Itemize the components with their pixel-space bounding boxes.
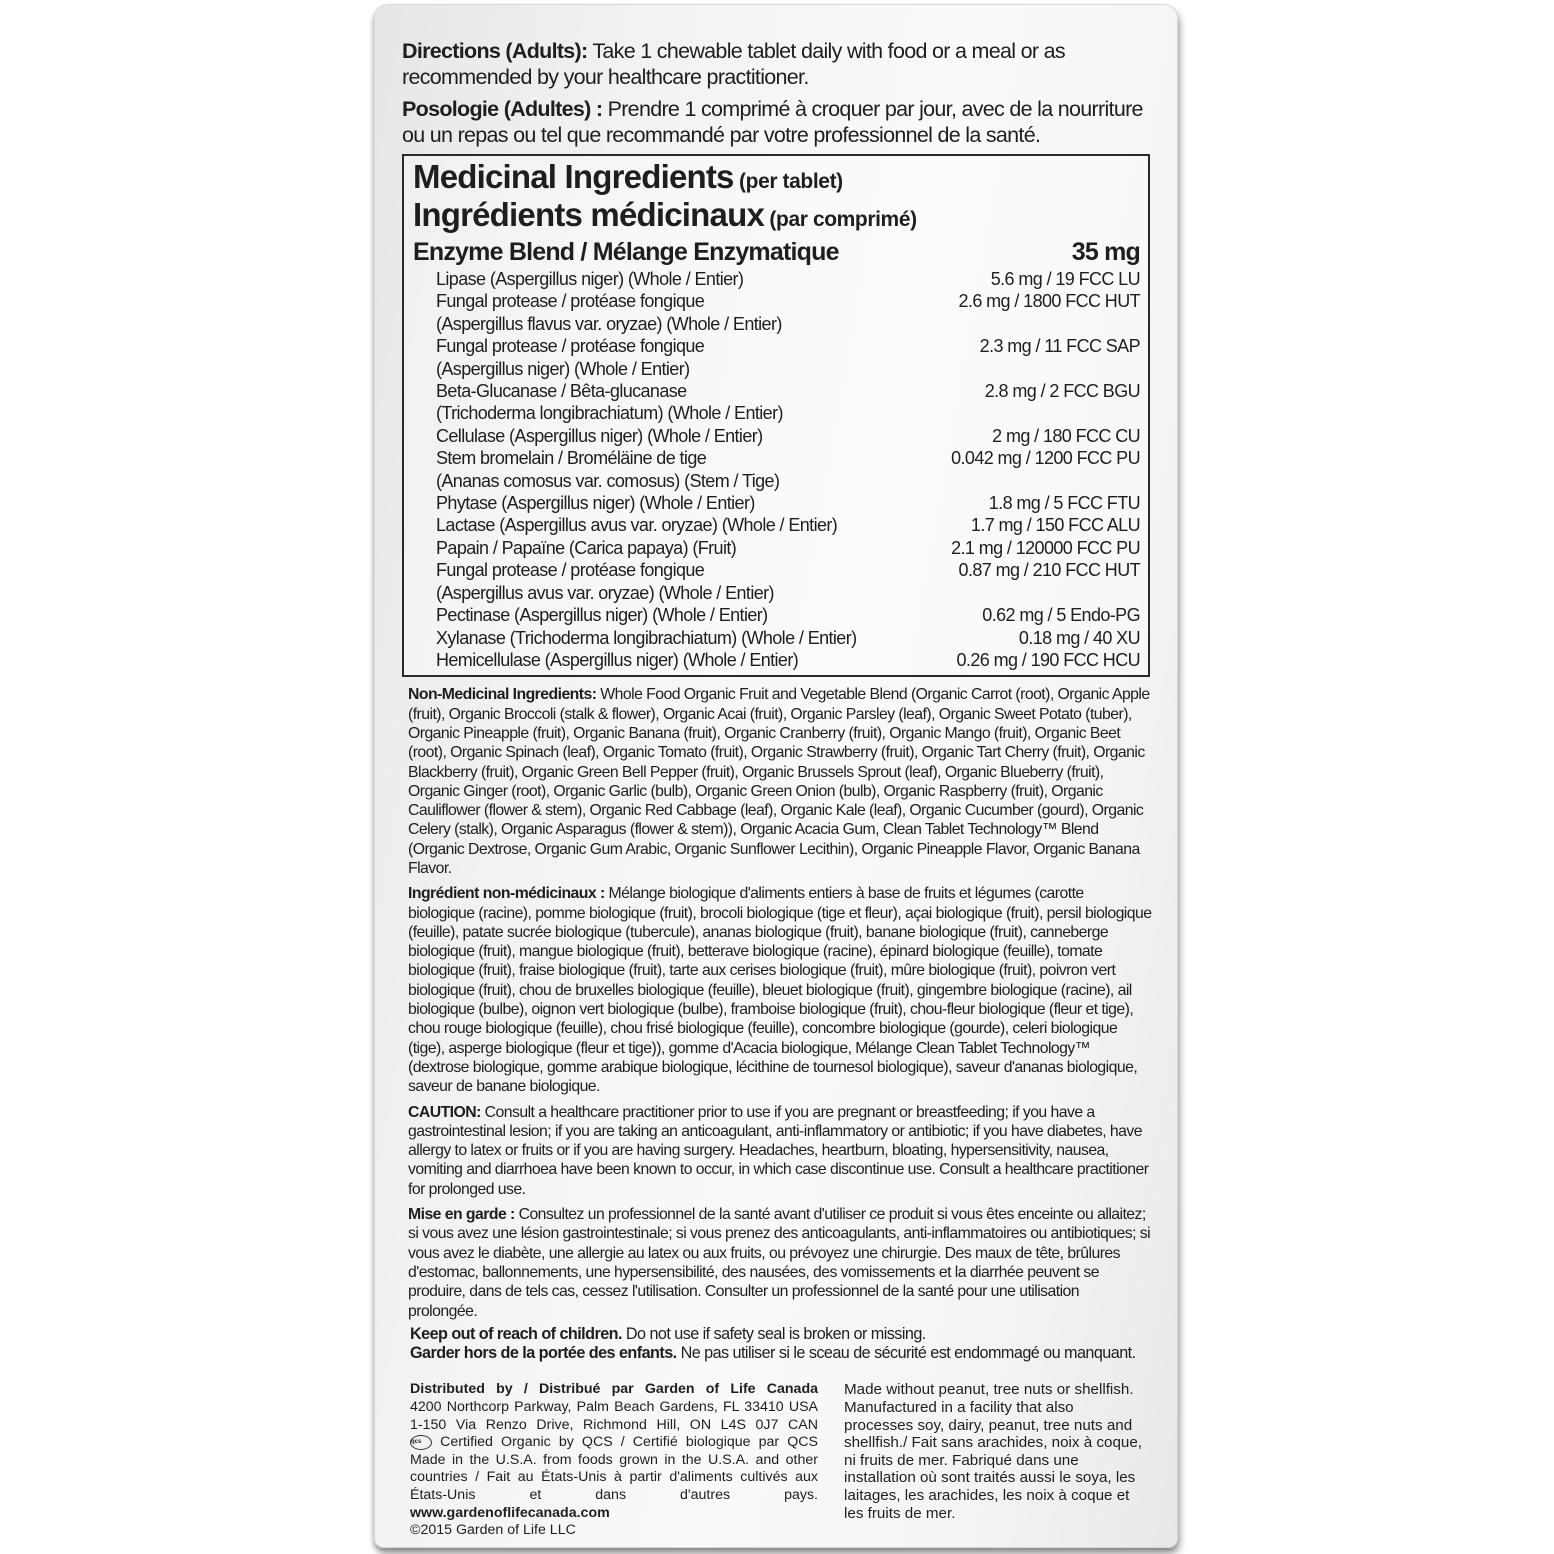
ingredient-row xyxy=(413,380,1140,402)
ingredient-amount: 2.6 mg / 1800 FCC HUT xyxy=(958,291,1140,312)
ingredient-name: Xylanase (Trichoderma longibrachiatum) (Whole / Entier) xyxy=(436,627,857,648)
ingredient-row xyxy=(413,290,1140,312)
caution-en xyxy=(402,1103,1152,1199)
ingredient-source: (Trichoderma longibrachiatum) (Whole / Entier) xyxy=(436,403,783,424)
keep-out-en xyxy=(402,1325,1152,1344)
ingredient-name: Beta-Glucanase / Bêta-glucanase xyxy=(436,381,687,402)
certified-organic: Certified Organic by QCS / Certifié biologique par QCS xyxy=(440,1434,818,1451)
enzyme-blend-row xyxy=(413,236,1140,268)
ingredient-name: Lactase (Aspergillus avus var. oryzae) (Whole / Entier) xyxy=(436,515,838,536)
address-ca: 1-150 Via Renzo Drive, Richmond Hill, ON L4S 0J7 CAN xyxy=(410,1416,818,1433)
ingredient-row xyxy=(413,268,1140,290)
non-medicinal-fr-label: Ingrédient non-médicinaux : xyxy=(408,885,605,903)
ingredient-amount: 0.62 mg / 5 Endo-PG xyxy=(982,605,1140,626)
directions-fr-text: Prendre 1 comprimé à croquer par jour, avec de la nourriture ou un repas ou tel que recommandé par votre professionnel de la santé. xyxy=(402,97,1143,147)
ingredient-row xyxy=(413,604,1140,626)
ingredient-amount: 2.1 mg / 120000 FCC PU xyxy=(951,537,1140,558)
ingredient-name: Fungal protease / protéase fongique xyxy=(436,336,705,357)
directions-en xyxy=(402,38,1152,90)
copyright: ©2015 Garden of Life LLC xyxy=(410,1522,576,1539)
medicinal-title-fr-text: Ingrédients médicinaux xyxy=(413,196,764,233)
website-link[interactable]: www.gardenoflifecanada.com xyxy=(410,1504,610,1521)
ingredient-source: (Aspergillus avus var. oryzae) (Whole / Entier) xyxy=(436,582,774,603)
ingredient-name: Fungal protease / protéase fongique xyxy=(436,560,705,581)
directions-fr-label: Posologie (Adultes) : xyxy=(402,97,603,121)
blend-label: Enzyme Blend / Mélange Enzymatique xyxy=(413,238,839,266)
ingredient-row xyxy=(413,514,1140,536)
ingredient-name: Cellulase (Aspergillus niger) (Whole / Entier) xyxy=(436,425,763,446)
ingredient-amount: 0.18 mg / 40 XU xyxy=(1018,627,1140,648)
ingredient-amount: 0.87 mg / 210 FCC HUT xyxy=(958,560,1140,581)
ingredient-amount: 0.26 mg / 190 FCC HCU xyxy=(956,649,1140,670)
non-medicinal-en xyxy=(402,685,1152,878)
ingredient-source: (Ananas comosus var. comosus) (Stem / Tige) xyxy=(436,470,780,491)
ingredient-row xyxy=(413,425,1140,447)
keep-out-en-text: Do not use if safety seal is broken or missing. xyxy=(621,1324,926,1343)
ingredient-row xyxy=(413,335,1140,357)
allergen-statement: Made without peanut, tree nuts or shellfish. Manufactured in a facility that also processes soy, dairy, peanut, tree nuts and shellfish./ Fait sans arachides, noix à coque, ni fruits de mer. Fabriqué dans une installation où sont traités aussi le soya, les laitages, les arachides, les noix à coque et les fruits de mer. xyxy=(844,1381,1143,1522)
ingredient-list xyxy=(413,268,1140,671)
label-content xyxy=(402,38,1152,1540)
ingredient-name: Pectinase (Aspergillus niger) (Whole / Entier) xyxy=(436,605,768,626)
caution-fr-label: Mise en garde : xyxy=(408,1206,515,1224)
ingredient-amount: 0.042 mg / 1200 FCC PU xyxy=(951,448,1140,469)
ingredient-amount: 1.8 mg / 5 FCC FTU xyxy=(988,493,1140,514)
ingredient-amount: 2.3 mg / 11 FCC SAP xyxy=(979,336,1140,357)
ingredient-row xyxy=(413,627,1140,649)
ingredient-row xyxy=(413,447,1140,469)
ingredient-amount: 2.8 mg / 2 FCC BGU xyxy=(984,381,1140,402)
medicinal-title-fr xyxy=(413,198,1140,236)
made-in: Made in the U.S.A. from foods grown in the U.S.A. and other countries / Fait au États-Unis à partir d'aliments cultivés aux États-Unis et dans d'autres pays. xyxy=(410,1451,818,1503)
keep-out-en-label: Keep out of reach of children. xyxy=(410,1324,622,1343)
caution-en-text: Consult a healthcare practitioner prior to use if you are pregnant or breastfeeding; if you have a gastrointestinal lesion; if you are taking an anticoagulant, anti-inflammatory or antibiotic; if you have diabetes, have allergy to latex or fruits or if you are having surgery. Headaches, heartburn, bloating, hypersensitivity, nausea, vomiting and diarrhoea have been known to occur, in which case discontinue use. Consult a healthcare practitioner for prolonged use. xyxy=(408,1103,1149,1198)
non-medicinal-en-label: Non-Medicinal Ingredients: xyxy=(408,686,597,704)
ingredient-amount: 1.7 mg / 150 FCC ALU xyxy=(970,515,1140,536)
non-medicinal-fr xyxy=(402,884,1152,1096)
keep-out-fr xyxy=(402,1344,1152,1363)
blend-amount: 35 mg xyxy=(1071,238,1140,266)
caution-en-label: CAUTION: xyxy=(408,1103,481,1121)
distributed-by-label: Distributed by / Distribué par Garden of Life Canada xyxy=(410,1381,818,1398)
non-medicinal-fr-text: Mélange biologique d'aliments entiers à base de fruits et légumes (carotte biologique (racine), pomme biologique (fruit), brocoli biologique (tige et fleur), açai biologique (fruit), persil biologique (feuille), patate sucrée biologique (tubercule), ananas biologique (fruit), banane biologique (fruit), canneberge biologique (fruit), mangue biologique (fruit), betterave biologique (racine), épinard biologique (feuille), tomate biologique (fruit), fraise biologique (fruit), tarte aux cerises biologique (fruit), mûre biologique (fruit), poivron vert biologique (fruit), chou de bruxelles biologique (feuille), bleuet biologique (fruit), gingembre biologique (racine), ail biologique (bulbe), oignon vert biologique (bulbe), framboise biologique (fruit), chou-fleur biologique (fleur et tige), chou rouge biologique (feuille), chou frisé biologique (feuille), concombre biologique (gourde), celeri biologique (tige), asperge biologique (fleur et tige)), gomme d'Acacia biologique, Mélange Clean Tablet Technology™ (dextrose biologique, gomme arabique biologique, lécithine de tournesol biologique), saveur d'ananas biologique, saveur de banane biologique. xyxy=(408,885,1152,1096)
caution-fr-text: Consultez un professionnel de la santé avant d'utiliser ce produit si vous êtes enceinte ou allaitez; si vous avez une lésion gastrointestinale; si vous prenez des anticoagulants, anti-inflammatoires ou antibiotiques; si vous avez le diabète, une allergie au latex ou aux fruits, ou prévoyez une chirurgie. Des maux de tête, brûlures d'estomac, ballonnements, une hypersensibilité, des nausées, des vomissements et la diarrhée peuvent se produire, dans de tels cas, cessez l'utilisation. Consulter un professionnel de la santé pour une utilisation prolongée. xyxy=(408,1206,1151,1320)
non-medicinal-en-text: Whole Food Organic Fruit and Vegetable Blend (Organic Carrot (root), Organic Apple (fruit), Organic Broccoli (stalk & flower), Organic Acai (fruit), Organic Parsley (leaf), Organic Sweet Potato (tuber), Organic Pineapple (fruit), Organic Banana (fruit), Organic Cranberry (fruit), Organic Mango (fruit), Organic Beet (root), Organic Spinach (leaf), Organic Tomato (fruit), Organic Strawberry (fruit), Organic Tart Cherry (fruit), Organic Blackberry (fruit), Organic Green Bell Pepper (fruit), Organic Brussels Sprout (leaf), Organic Blueberry (fruit), Organic Ginger (root), Organic Garlic (bulb), Organic Green Onion (bulb), Organic Raspberry (fruit), Organic Cauliflower (flower & stem), Organic Red Cabbage (leaf), Organic Kale (leaf), Organic Cucumber (gourd), Organic Celery (stalk), Organic Asparagus (flower & stem)), Organic Acacia Gum, Clean Tablet Technology™ Blend (Organic Dextrose, Organic Gum Arabic, Organic Sunflower Lecithin), Organic Pineapple Flavor, Organic Banana Flavor. xyxy=(408,686,1150,877)
medicinal-ingredients-box xyxy=(402,154,1150,677)
directions-en-label: Directions (Adults): xyxy=(402,39,588,63)
directions-fr xyxy=(402,96,1152,148)
ingredient-amount: 5.6 mg / 19 FCC LU xyxy=(990,269,1140,289)
ingredient-name: Fungal protease / protéase fongique xyxy=(436,291,705,312)
keep-out-fr-text: Ne pas utiliser si le sceau de sécurité est endommagé ou manquant. xyxy=(676,1344,1136,1363)
caution-fr xyxy=(402,1205,1152,1321)
ingredient-name: Phytase (Aspergillus niger) (Whole / Entier) xyxy=(436,493,755,514)
ingredient-name: Lipase (Aspergillus niger) (Whole / Entier) xyxy=(436,269,744,289)
directions-en-text: Take 1 chewable tablet daily with food or a meal or as recommended by your healthcare practitioner. xyxy=(402,39,1065,89)
ingredient-name: Hemicellulase (Aspergillus niger) (Whole / Entier) xyxy=(436,649,799,670)
medicinal-title-fr-sub: (par comprimé) xyxy=(764,208,917,231)
ingredient-source: (Aspergillus niger) (Whole / Entier) xyxy=(436,358,690,379)
ingredient-row xyxy=(413,537,1140,559)
ingredient-row xyxy=(413,649,1140,671)
medicinal-title-en-sub: (per tablet) xyxy=(733,170,843,193)
ingredient-source: (Aspergillus flavus var. oryzae) (Whole / Entier) xyxy=(436,313,782,334)
medicinal-title-en-text: Medicinal Ingredients xyxy=(413,158,734,195)
distribution-block xyxy=(410,1381,818,1539)
ingredient-row xyxy=(413,492,1140,514)
address-us: 4200 Northcorp Parkway, Palm Beach Gardens, FL 33410 USA xyxy=(410,1399,818,1415)
ingredient-name: Papain / Papaïne (Carica papaya) (Fruit) xyxy=(436,537,737,558)
medicinal-title-en xyxy=(413,160,1140,198)
ingredient-name: Stem bromelain / Broméläine de tige xyxy=(436,448,707,469)
ingredient-amount: 2 mg / 180 FCC CU xyxy=(992,425,1140,446)
keep-out-fr-label: Garder hors de la portée des enfants. xyxy=(410,1344,677,1363)
ingredient-row xyxy=(413,559,1140,581)
footer xyxy=(402,1381,1152,1539)
qcs-organic-icon: qcs xyxy=(410,1435,432,1450)
